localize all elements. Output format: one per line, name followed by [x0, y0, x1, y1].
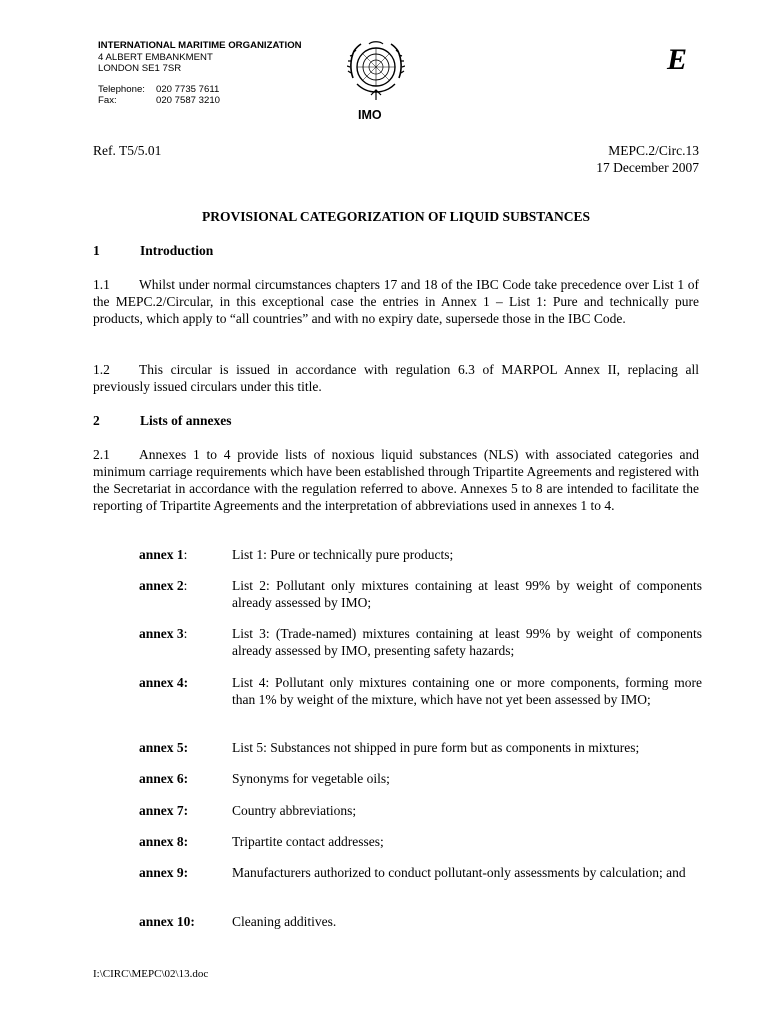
file-path-footer: I:\CIRC\MEPC\02\13.doc [93, 968, 209, 980]
annex-key: annex 4: [139, 675, 189, 690]
annex-item [139, 770, 702, 787]
paragraph-text: Whilst under normal circumstances chapters 17 and 18 of the IBC Code take precedence over List 1 of the MEPC.2/Circular, in this exceptional case the entries in Annex 1 – List 1: Pure and technically pure products, which apply to “all countries” and with no expiry date, supersede those in the IBC Code. [93, 277, 699, 326]
un-emblem-icon [347, 40, 405, 102]
fax-label: Fax: [98, 95, 117, 106]
annex-item [139, 739, 702, 756]
annex-description: Tripartite contact addresses; [232, 834, 384, 849]
paragraph-text: This circular is issued in accordance with regulation 6.3 of MARPOL Annex II, replacing all previously issued circulars under this title. [93, 362, 699, 394]
annex-key: annex 6: [139, 771, 189, 786]
annex-description: List 5: Substances not shipped in pure form but as components in mixtures; [232, 740, 640, 755]
section-heading-lists-of-annexes [93, 412, 232, 429]
paragraph-number: 2.1 [93, 447, 110, 462]
annex-description: List 4: Pollutant only mixtures containing one or more components, forming more than 1% by weight of the mixture, which have not yet been assessed by IMO; [232, 675, 702, 707]
document-title: PROVISIONAL CATEGORIZATION OF LIQUID SUBSTANCES [201, 209, 591, 224]
annex-description: List 2: Pollutant only mixtures containing at least 99% by weight of components already assessed by IMO; [232, 578, 702, 610]
annex-key: annex 1: [139, 547, 188, 562]
annex-item [139, 833, 702, 850]
annex-item [139, 864, 702, 881]
reference-number: Ref. T5/5.01 [93, 143, 162, 158]
document-number: MEPC.2/Circ.13 [608, 143, 699, 158]
telephone-row [98, 84, 302, 96]
annex-key: annex 9: [139, 865, 189, 880]
annex-description: Synonyms for vegetable oils; [232, 771, 390, 786]
annex-item [139, 546, 702, 563]
address-line-2: LONDON SE1 7SR [98, 63, 182, 74]
telephone-value: 020 7735 7611 [156, 83, 220, 95]
org-name: INTERNATIONAL MARITIME ORGANIZATION [98, 40, 302, 51]
annex-item [139, 674, 702, 708]
annex-description: Country abbreviations; [232, 803, 357, 818]
paragraph-1-1 [93, 276, 699, 327]
section-number: 1 [93, 243, 100, 258]
document-id-block [596, 142, 699, 176]
section-number: 2 [93, 413, 100, 428]
annex-description: Manufacturers authorized to conduct pollutant-only assessments by calculation; and [232, 865, 686, 880]
annex-item [139, 913, 702, 930]
fax-value: 020 7587 3210 [156, 95, 221, 106]
paragraph-text: Annexes 1 to 4 provide lists of noxious liquid substances (NLS) with associated categories and minimum carriage requirements which have been established through Tripartite Agreements and registered with the Secretariat in accordance with the regulation referred to above. Annexes 5 to 8 are intended to facilitate the reporting of Tripartite Agreements and the interpretation of abbreviations used in annexes 1 to 4. [93, 447, 699, 513]
language-indicator: E [667, 43, 688, 76]
paragraph-number: 1.2 [93, 362, 110, 377]
annex-key: annex 3: [139, 626, 188, 641]
annex-item [139, 625, 702, 659]
annex-key: annex 7: [139, 803, 189, 818]
section-title: Lists of annexes [140, 413, 232, 428]
telephone-label: Telephone: [98, 83, 145, 95]
annex-key: annex 8: [139, 834, 189, 849]
annex-description: Cleaning additives. [232, 914, 337, 929]
annex-description: List 3: (Trade-named) mixtures containing at least 99% by weight of components already assessed by IMO, presenting safety hazards; [232, 626, 702, 658]
section-heading-introduction [93, 242, 213, 259]
contact-info [98, 84, 302, 107]
annex-key: annex 2: [139, 578, 188, 593]
annex-item [139, 802, 702, 819]
annex-item [139, 577, 702, 611]
paragraph-number: 1.1 [93, 277, 110, 292]
annex-description: List 1: Pure or technically pure products; [232, 547, 454, 562]
org-address-block [98, 40, 302, 107]
fax-row [98, 95, 302, 107]
imo-label: IMO [358, 108, 382, 122]
annex-key: annex 10: [139, 914, 195, 929]
paragraph-1-2 [93, 361, 699, 395]
annex-key: annex 5: [139, 740, 189, 755]
section-title: Introduction [140, 243, 214, 258]
address-line-1: 4 ALBERT EMBANKMENT [98, 51, 213, 63]
document-date: 17 December 2007 [596, 160, 699, 175]
paragraph-2-1 [93, 446, 699, 514]
